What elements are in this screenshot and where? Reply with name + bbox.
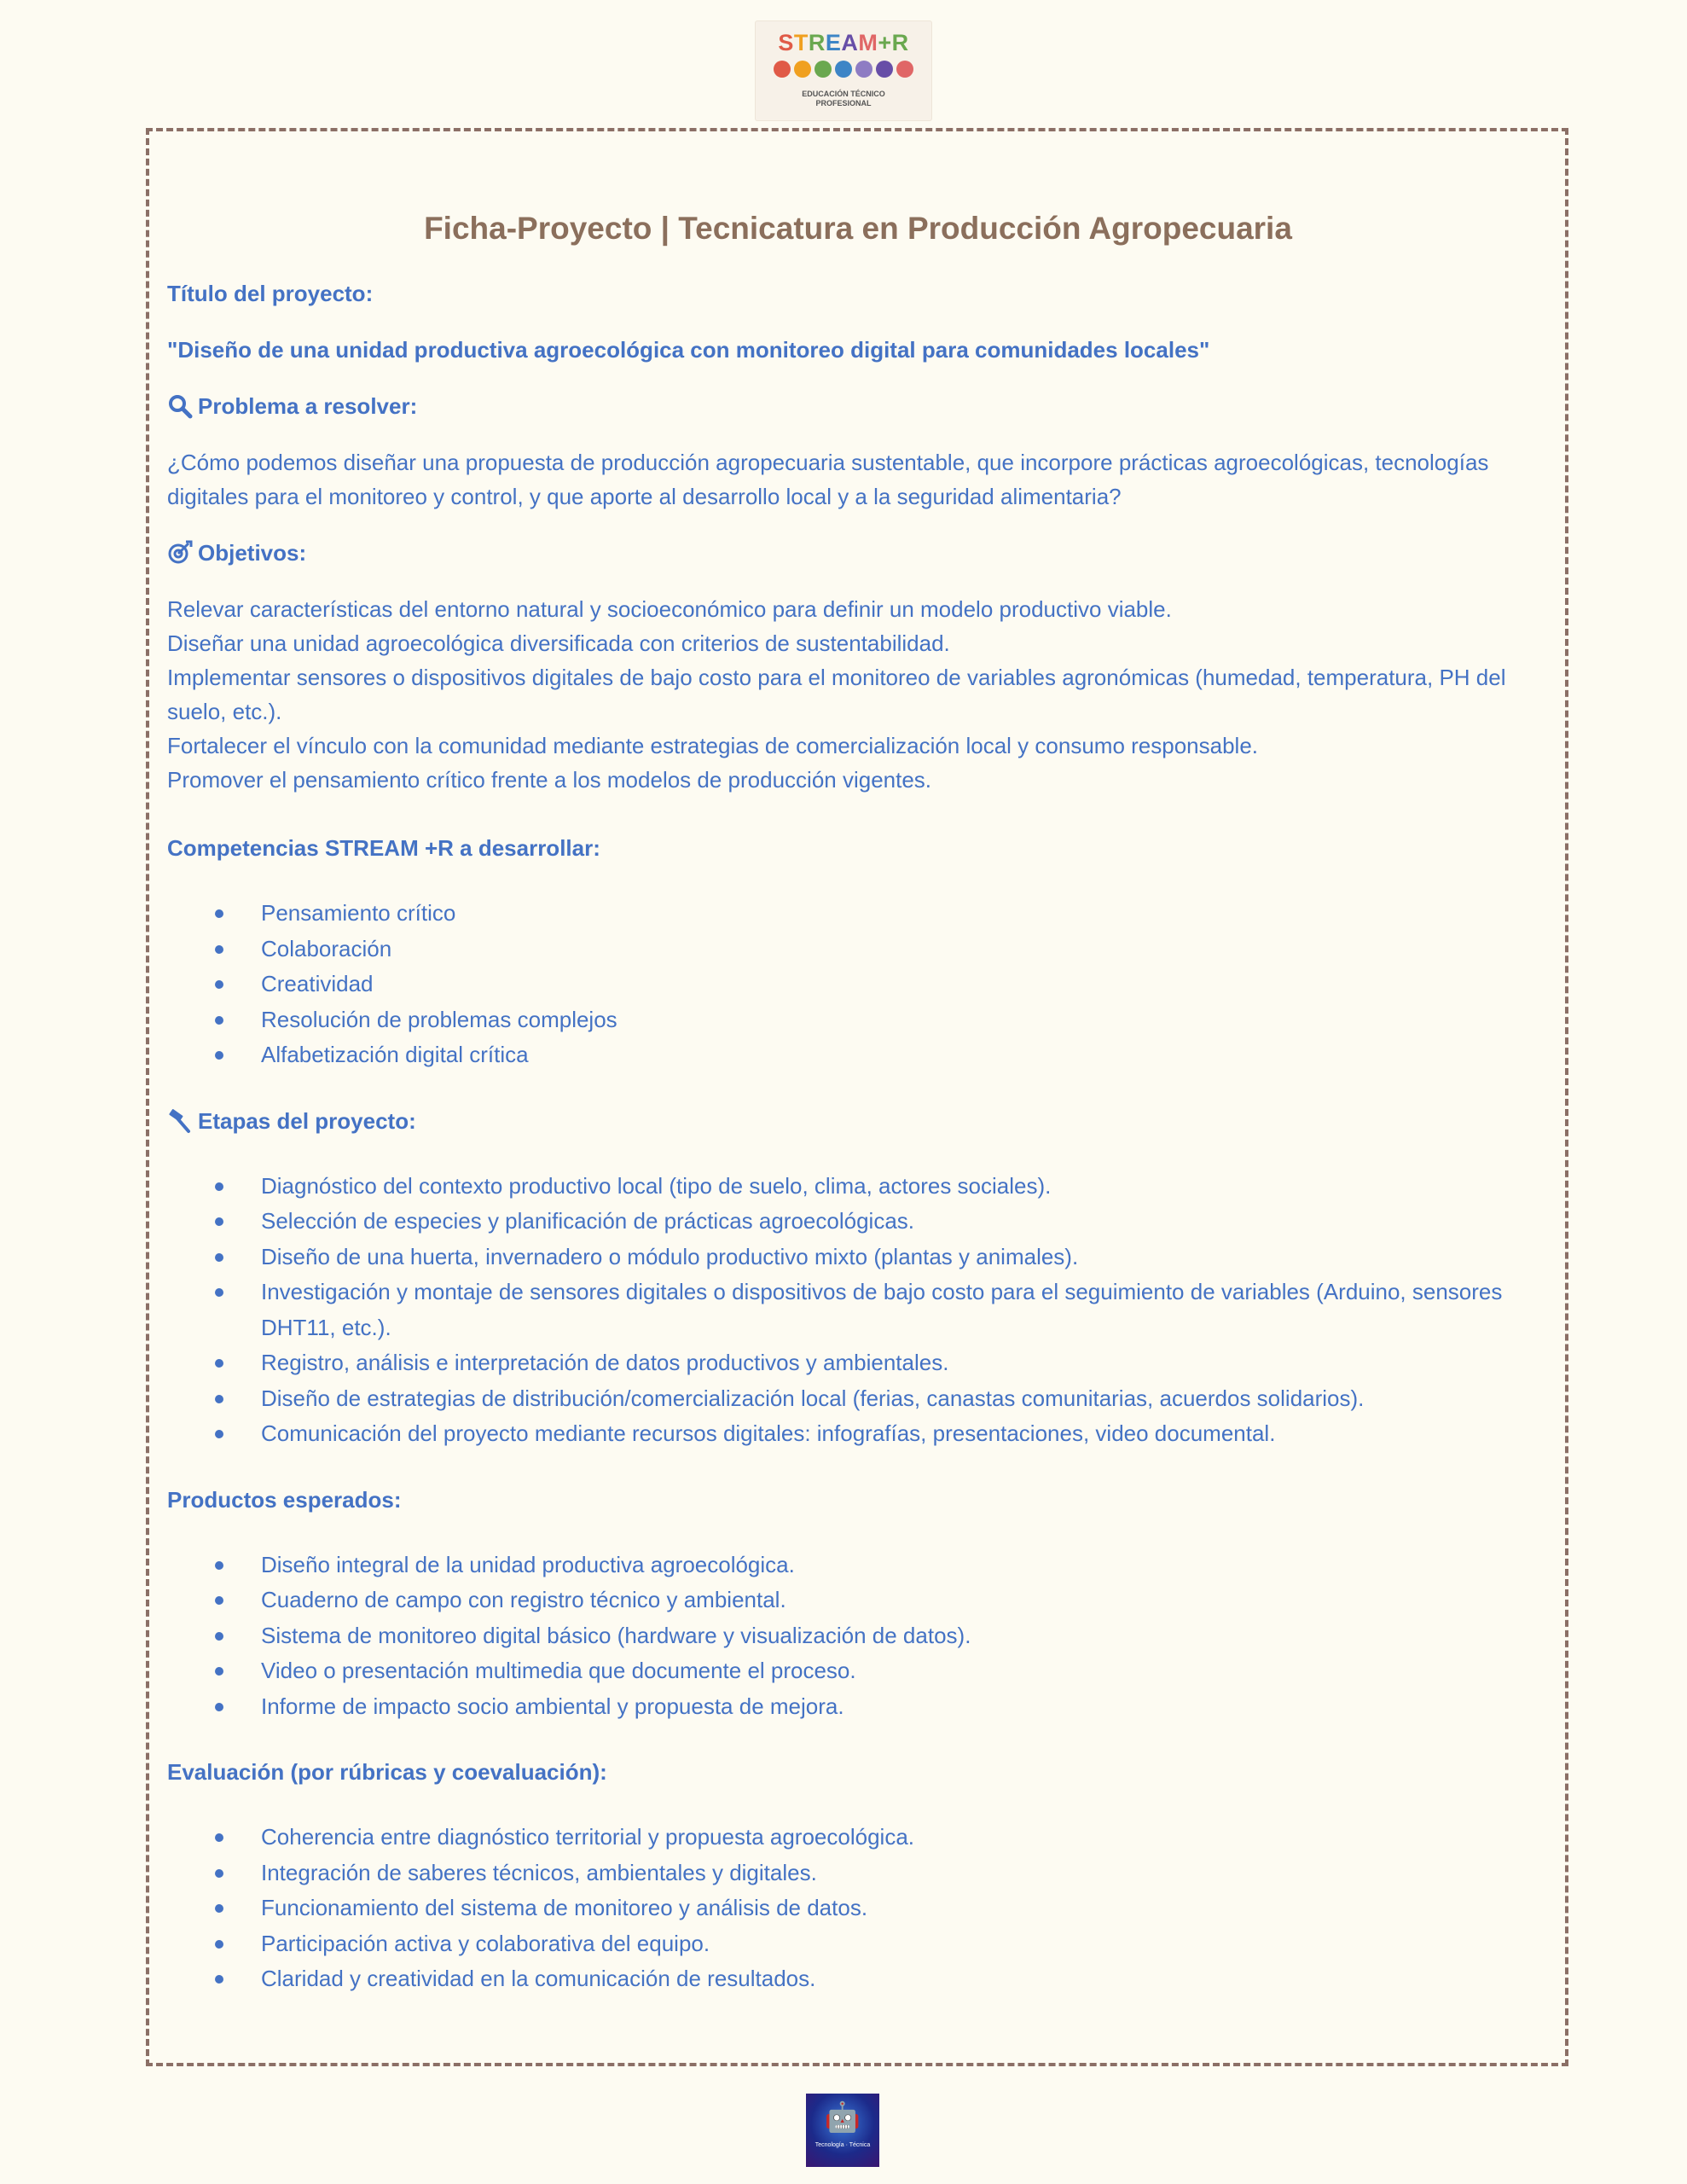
logo-discipline-icons [756,61,931,78]
list-item: Comunicación del proyecto mediante recursos digitales: infografías, presentaciones, video documental. [167,1416,1549,1452]
document-content [167,205,1549,1997]
discipline-circle-icon [855,61,872,78]
list-item: Funcionamiento del sistema de monitoreo y análisis de datos. [167,1891,1549,1926]
list-item: Alfabetización digital crítica [167,1037,1549,1073]
list-item: Diseño de estrategias de distribución/comercialización local (ferias, canastas comunitarias, acuerdos solidarios). [167,1381,1549,1417]
discipline-circle-icon [774,61,791,78]
discipline-circle-icon [835,61,852,78]
discipline-circle-icon [815,61,832,78]
logo-wordmark: STREAM+R [778,30,909,55]
list-item: Participación activa y colaborativa del equipo. [167,1926,1549,1962]
list-item: Diseño integral de la unidad productiva agroecológica. [167,1548,1549,1583]
logo-subtitle: EDUCACIÓN TÉCNICO PROFESIONAL [802,90,885,107]
list-item: Diagnóstico del contexto productivo local (tipo de suelo, clima, actores sociales). [167,1169,1549,1205]
magnifier-icon [167,393,193,419]
list-item: Colaboración [167,932,1549,967]
project-title: "Diseño de una unidad productiva agroecológica con monitoreo digital para comunidades locales" [167,337,1210,363]
discipline-circle-icon [794,61,811,78]
objective-item: Relevar características del entorno natural y socioeconómico para definir un modelo productivo viable. [167,596,1172,622]
list-item: Pensamiento crítico [167,896,1549,932]
robot-icon: 🤖 [824,2101,861,2134]
products-heading: Productos esperados: [167,1486,402,1513]
logo-caption: Tecnología · Técnica [815,2142,871,2148]
list-item: Creatividad [167,967,1549,1002]
problem-heading: Problema a resolver: [167,389,1549,423]
list-item: Coherencia entre diagnóstico territorial y propuesta agroecológica. [167,1820,1549,1856]
competencies-heading: Competencias STREAM +R a desarrollar: [167,835,600,861]
discipline-circle-icon [876,61,893,78]
list-item: Sistema de monitoreo digital básico (hardware y visualización de datos). [167,1618,1549,1654]
objectives-heading: Objetivos: [167,536,1549,570]
list-item: Selección de especies y planificación de prácticas agroecológicas. [167,1204,1549,1240]
list-item: Integración de saberes técnicos, ambientales y digitales. [167,1856,1549,1891]
evaluation-heading: Evaluación (por rúbricas y coevaluación): [167,1759,607,1785]
stream-r-logo [756,21,931,120]
objective-item: Promover el pensamiento crítico frente a los modelos de producción vigentes. [167,767,932,793]
list-item: Claridad y creatividad en la comunicación de resultados. [167,1961,1549,1997]
products-list [167,1548,1549,1725]
list-item: Video o presentación multimedia que documente el proceso. [167,1653,1549,1689]
competencies-list [167,896,1549,1073]
stages-list [167,1169,1549,1452]
objective-item: Diseñar una unidad agroecológica diversificada con criterios de sustentabilidad. [167,630,950,656]
list-item: Diseño de una huerta, invernadero o módulo productivo mixto (plantas y animales). [167,1240,1549,1275]
objective-item: Implementar sensores o dispositivos digitales de bajo costo para el monitoreo de variables agronómicas (humedad, temperatura, PH del suelo, etc.). [167,665,1506,724]
tech-robot-logo [806,2094,879,2167]
list-item: Cuaderno de campo con registro técnico y ambiental. [167,1583,1549,1618]
page-title: Ficha-Proyecto | Tecnicatura en Producción Agropecuaria [424,211,1292,246]
list-item: Registro, análisis e interpretación de datos productivos y ambientales. [167,1345,1549,1381]
hammer-icon [167,1108,193,1134]
evaluation-list [167,1820,1549,1997]
list-item: Informe de impacto socio ambiental y propuesta de mejora. [167,1689,1549,1725]
objective-item: Fortalecer el vínculo con la comunidad mediante estrategias de comercialización local y consumo responsable. [167,733,1259,758]
list-item: Resolución de problemas complejos [167,1002,1549,1038]
project-title-label: Título del proyecto: [167,281,374,306]
list-item: Investigación y montaje de sensores digitales o dispositivos de bajo costo para el seguimiento de variables (Arduino, sensores DHT11, etc.). [167,1275,1549,1345]
target-icon [167,540,193,566]
problem-text: ¿Cómo podemos diseñar una propuesta de producción agropecuaria sustentable, que incorpore prácticas agroecológicas, tecnologías digitales para el monitoreo y control, y que aporte al desarrollo local y a la seguridad alimentaria? [167,450,1489,509]
stages-heading: Etapas del proyecto: [167,1104,1549,1138]
discipline-circle-icon [896,61,913,78]
